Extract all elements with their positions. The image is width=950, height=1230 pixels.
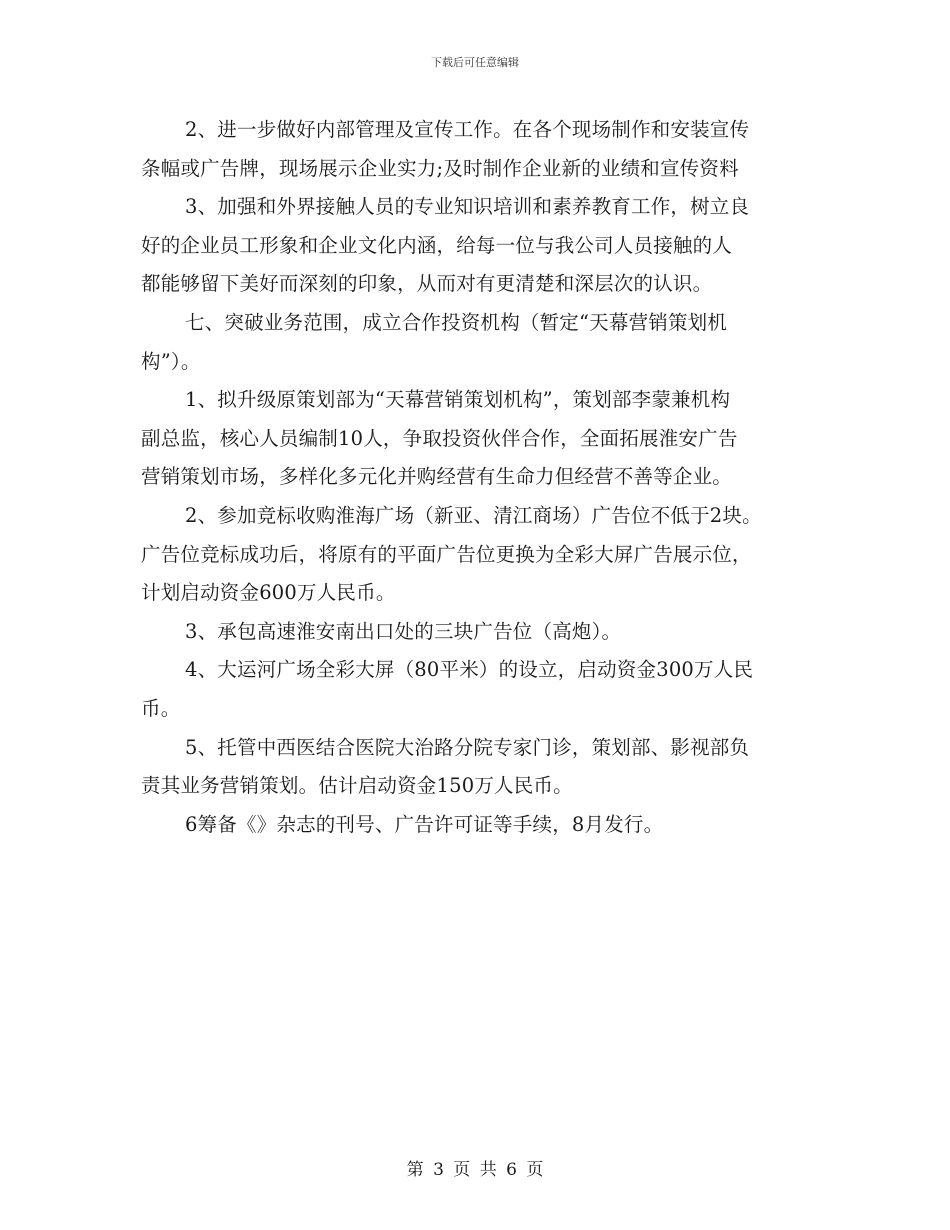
text-line: 广告位竞标成功后，将原有的平面广告位更换为全彩大屏广告展示位，	[141, 542, 752, 566]
text-line: 5、托管中西医结合医院大治路分院专家门诊，策划部、影视部负	[185, 735, 750, 759]
text-line: 责其业务营销策划。估计启动资金150万人民币。	[141, 774, 573, 798]
document-body	[141, 111, 811, 844]
text-line: 计划启动资金600万人民币。	[141, 581, 396, 605]
text-line: 2、参加竞标收购淮海广场（新亚、清江商场）广告位不低于2块。	[185, 503, 762, 527]
header-note: 下载后可任意编辑	[431, 56, 519, 69]
text-line: 好的企业员工形象和企业文化内涵，给每一位与我公司人员接触的人	[141, 233, 733, 257]
text-line: 3、加强和外界接触人员的专业知识培训和素养教育工作，树立良	[185, 195, 750, 219]
text-line: 2、进一步做好内部管理及宣传工作。在各个现场制作和安装宣传	[185, 118, 750, 141]
text-line: 4、大运河广场全彩大屏（80平米）的设立，启动资金300万人民	[185, 658, 754, 682]
text-line: 币。	[141, 696, 181, 720]
text-line: 营销策划市场，多样化多元化并购经营有生命力但经营不善等企业。	[141, 465, 733, 489]
text-line: 副总监，核心人员编制10人，争取投资伙伴合作，全面拓展淮安广告	[141, 426, 738, 450]
text-line: 条幅或广告牌，现场展示企业实力;及时制作企业新的业绩和宣传资料	[141, 156, 739, 180]
text-line: 3、承包高速淮安南出口处的三块广告位（高炮）。	[185, 619, 622, 643]
text-line: 1、拟升级原策划部为“天幕营销策划机构”，策划部李蒙兼机构	[185, 388, 731, 412]
text-line: 七、突破业务范围，成立合作投资机构（暂定“天幕营销策划机	[185, 310, 728, 334]
text-line: 都能够留下美好而深刻的印象，从而对有更清楚和深层次的认识。	[141, 272, 713, 296]
text-line: 6筹备《》杂志的刊号、广告许可证等手续，8月发行。	[185, 812, 664, 836]
text-line: 构”）。	[141, 349, 201, 373]
page-number: 第 3 页 共 6 页	[406, 1160, 544, 1180]
